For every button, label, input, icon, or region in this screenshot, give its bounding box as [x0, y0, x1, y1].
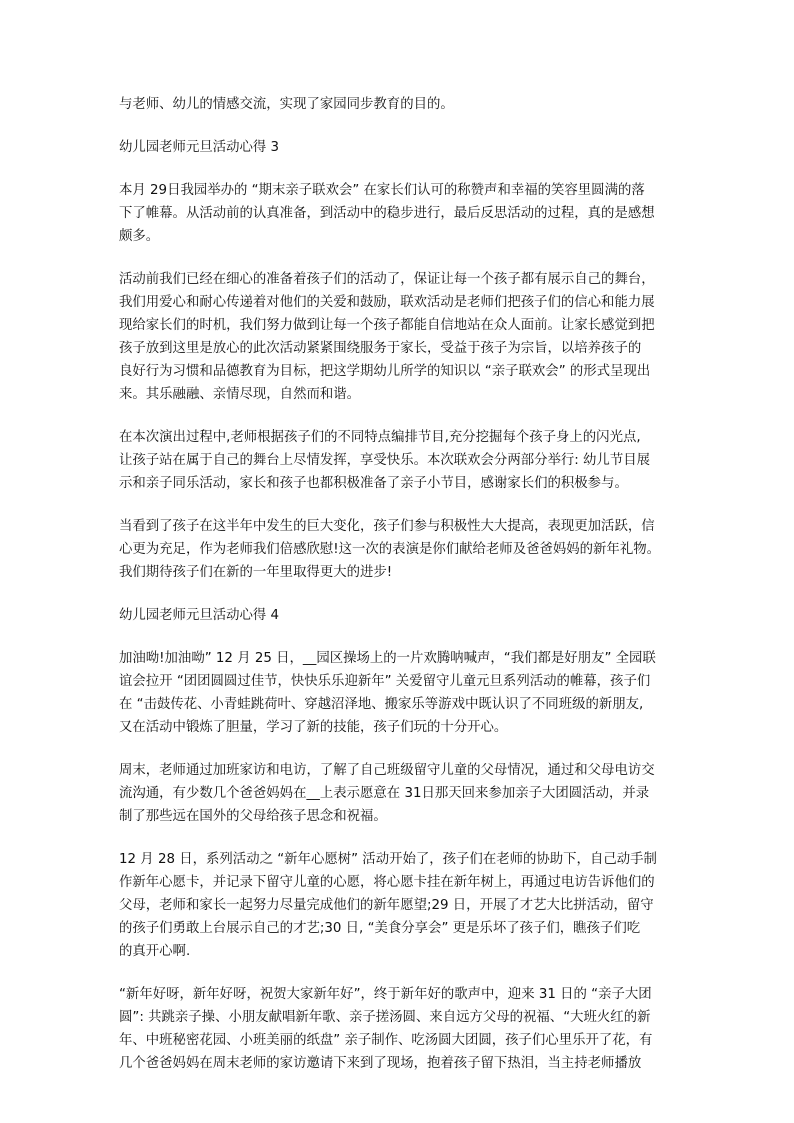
text-line: 的孩子们勇敢上台展示自己的才艺;30 日, “美食分享会” 更是乐坏了孩子们，瞧孩子们吃 — [119, 921, 641, 936]
text-line: 我们期待孩子们在新的一年里取得更大的进步! — [119, 565, 393, 580]
heading-text: 幼儿园老师元旦活动心得 3 — [119, 140, 280, 155]
text-line: 下了帷幕。从活动前的认真准备，到活动中的稳步进行，最后反思活动的过程，真的是感想 — [119, 206, 655, 221]
paragraph-intro — [119, 93, 689, 116]
text-line: 我们用爱心和耐心传递着对他们的关爱和鼓励，联欢活动是老师们把孩子们的信心和能力展 — [119, 295, 655, 310]
section-heading-3 — [119, 136, 689, 159]
text-line: 父母，老师和家长一起努力尽量完成他们的新年愿望;29 日，开展了才艺大比拼活动，留守 — [119, 898, 654, 913]
text-line: 让孩子站在属于自己的舞台上尽情发挥，享受快乐。本次联欢会分两部分举行: 幼儿节目展 — [119, 453, 650, 468]
document-page — [119, 93, 689, 1095]
paragraph — [119, 759, 689, 828]
text-line: 活动前我们已经在细心的准备着孩子们的活动了，保证让每一个孩子都有展示自己的舞台， — [119, 272, 655, 287]
paragraph — [119, 848, 689, 963]
text-line: “新年好呀，新年好呀，祝贺大家新年好”，终于新年好的歌声中，迎来 31 日的 “亲子大团 — [119, 987, 652, 1002]
text-line: 制了那些远在国外的父母给孩子思念和祝福。 — [119, 809, 387, 824]
text-line: 现给家长们的时机，我们努力做到让每一个孩子都能自信地站在众人面前。让家长感觉到把 — [119, 318, 655, 333]
text-line: 12 月 28 日，系列活动之 “新年心愿树” 活动开始了，孩子们在老师的协助下，自己动手制 — [119, 852, 657, 867]
text-line: 孩子放到这里是放心的此次活动紧紧围绕服务于家长，受益于孩子为宗旨，以培养孩子的 — [119, 341, 642, 356]
text-line: 本月 29日我园举办的 “期末亲子联欢会” 在家长们认可的称赞声和幸福的笑容里圆满的落 — [119, 183, 645, 198]
paragraph — [119, 268, 689, 406]
text-line: 与老师、幼儿的情感交流，实现了家园同步教育的目的。 — [119, 97, 454, 112]
section-heading-4 — [119, 604, 689, 627]
paragraph — [119, 179, 689, 248]
text-line: 圆”: 共跳亲子操、小朋友献唱新年歌、亲子搓汤圆、来自远方父母的祝福、“大班火红的新 — [119, 1010, 651, 1025]
heading-text: 幼儿园老师元旦活动心得 4 — [119, 608, 280, 623]
text-line: 良好行为习惯和品德教育为目标，把这学期幼儿所学的知识以 “亲子联欢会” 的形式呈现出 — [119, 364, 651, 379]
text-line: 在本次演出过程中,老师根据孩子们的不同特点编排节目,充分挖掘每个孩子身上的闪光点, — [119, 430, 641, 445]
text-line: 示和亲子同乐活动，家长和孩子也都积极准备了亲子小节目，感谢家长们的积极参与。 — [119, 476, 628, 491]
text-line: 谊会拉开 “团团圆圆过佳节，快快乐乐迎新年” 关爱留守儿童元旦系列活动的帷幕，孩子们 — [119, 674, 651, 689]
text-line: 颇多。 — [119, 229, 160, 244]
text-line: 当看到了孩子在这半年中发生的巨大变化，孩子们参与积极性大大提高，表现更加活跃，信 — [119, 519, 655, 534]
text-line: 作新年心愿卡，并记录下留守儿童的心愿，将心愿卡挂在新年树上，再通过电访告诉他们的 — [119, 875, 655, 890]
text-line: 心更为充足，作为老师我们倍感欣慰!这一次的表演是你们献给老师及爸爸妈妈的新年礼物。 — [119, 542, 660, 557]
text-line: 加油呦!加油呦” 12 月 25 日，__园区操场上的一片欢腾呐喊声，“我们都是好朋友” 全园联 — [119, 651, 656, 666]
paragraph — [119, 983, 689, 1075]
paragraph — [119, 426, 689, 495]
paragraph — [119, 647, 689, 739]
text-line: 年、中班秘密花园、小班美丽的纸盘” 亲子制作、吃汤圆大团圆，孩子们心里乐开了花，有 — [119, 1033, 653, 1048]
text-line: 几个爸爸妈妈在周末老师的家访邀请下来到了现场，抱着孩子留下热泪，当主持老师播放 — [119, 1056, 642, 1071]
text-line: 又在活动中锻炼了胆量，学习了新的技能，孩子们玩的十分开心。 — [119, 720, 508, 735]
text-line: 来。其乐融融、亲情尽现，自然而和谐。 — [119, 387, 361, 402]
text-line: 在 “击鼓传花、小青蛙跳荷叶、穿越沼泽地、搬家乐等游戏中既认识了不同班级的新朋友, — [119, 697, 644, 712]
text-line: 的真开心啊. — [119, 944, 191, 959]
text-line: 周末，老师通过加班家访和电访，了解了自己班级留守儿童的父母情况，通过和父母电访交 — [119, 763, 655, 778]
text-line: 流沟通，有少数几个爸爸妈妈在__上表示愿意在 31日那天回来参加亲子大团圆活动，并录 — [119, 786, 650, 801]
paragraph — [119, 515, 689, 584]
